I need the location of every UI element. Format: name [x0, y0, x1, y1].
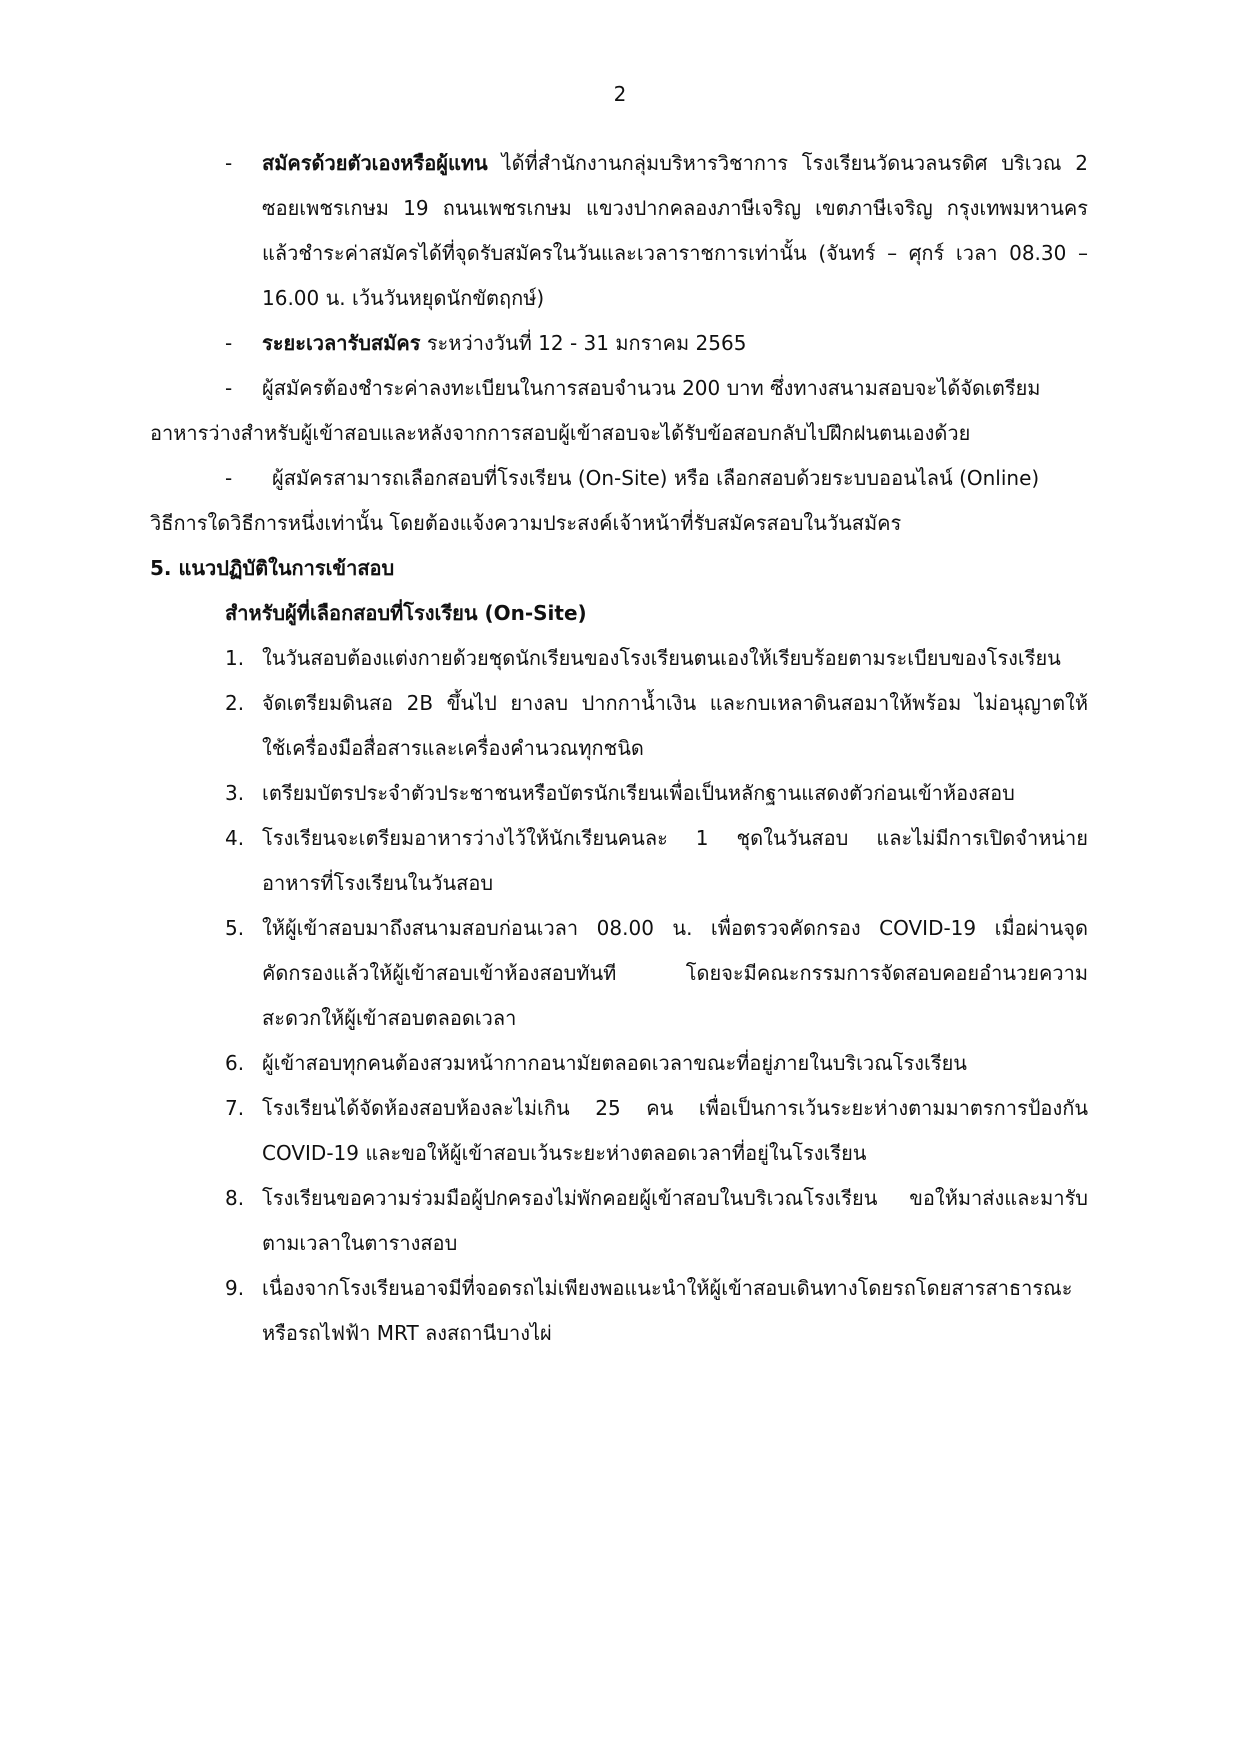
- bullet-dash: -: [225, 376, 233, 400]
- list-item-text: จัดเตรียมดินสอ 2B ขึ้นไป ยางลบ ปากกาน้ำเงิน และกบเหลาดินสอมาให้พร้อม ไม่อนุญาตให้: [262, 691, 1088, 715]
- list-item-number: 6.: [225, 1051, 245, 1075]
- list-item-text: ให้ผู้เข้าสอบมาถึงสนามสอบก่อนเวลา 08.00 น. เพื่อตรวจคัดกรอง COVID-19 เมื่อผ่านจุด: [262, 916, 1088, 940]
- list-item-number: 2.: [225, 691, 245, 715]
- bullet-lead: ระยะเวลารับสมัคร: [262, 331, 421, 355]
- list-item-number: 5.: [225, 916, 245, 940]
- bullet-dash: -: [225, 151, 233, 175]
- list-item-text: ใช้เครื่องมือสื่อสารและเครื่องคำนวณทุกชนิด: [262, 736, 644, 760]
- bullet-dash: -: [225, 331, 233, 355]
- bullet-lead: สมัครด้วยตัวเองหรือผู้แทน: [262, 151, 488, 175]
- bullet-line: วิธีการใดวิธีการหนึ่งเท่านั้น โดยต้องแจ้งความประสงค์เจ้าหน้าที่รับสมัครสอบในวันสมัคร: [150, 511, 902, 535]
- section-subheading: สำหรับผู้ที่เลือกสอบที่โรงเรียน (On-Site): [225, 601, 587, 625]
- list-item-text: ผู้เข้าสอบทุกคนต้องสวมหน้ากากอนามัยตลอดเวลาขณะที่อยู่ภายในบริเวณโรงเรียน: [262, 1051, 967, 1075]
- section-heading: 5. แนวปฏิบัติในการเข้าสอบ: [150, 556, 395, 580]
- bullet-line: ซอยเพชรเกษม 19 ถนนเพชรเกษม แขวงปากคลองภาษีเจริญ เขตภาษีเจริญ กรุงเทพมหานคร: [262, 196, 1088, 220]
- bullet-text: ระหว่างวันที่ 12 - 31 มกราคม 2565: [426, 331, 747, 355]
- list-item-text: อาหารที่โรงเรียนในวันสอบ: [262, 871, 494, 895]
- list-item-text: โรงเรียนจะเตรียมอาหารว่างไว้ให้นักเรียนคนละ 1 ชุดในวันสอบ และไม่มีการเปิดจำหน่าย: [262, 826, 1088, 850]
- list-item-number: 3.: [225, 781, 245, 805]
- list-item-text: ตามเวลาในตารางสอบ: [262, 1231, 458, 1255]
- bullet-line: 16.00 น. เว้นวันหยุดนักขัตฤกษ์): [262, 286, 545, 310]
- list-item-text: โรงเรียนขอความร่วมมือผู้ปกครองไม่พักคอยผู้เข้าสอบในบริเวณโรงเรียน ขอให้มาส่งและมารับ: [262, 1186, 1088, 1210]
- bullet-text: ได้ที่สำนักงานกลุ่มบริหารวิชาการ โรงเรียนวัดนวลนรดิศ บริเวณ 2: [501, 151, 1088, 175]
- list-item-text: สะดวกให้ผู้เข้าสอบตลอดเวลา: [262, 1006, 517, 1030]
- list-item-text: ในวันสอบต้องแต่งกายด้วยชุดนักเรียนของโรงเรียนตนเองให้เรียบร้อยตามระเบียบของโรงเรียน: [262, 646, 1061, 670]
- list-item-number: 7.: [225, 1096, 245, 1120]
- bullet-line: [262, 148, 1088, 178]
- list-item-number: 9.: [225, 1276, 245, 1300]
- list-item-text: หรือรถไฟฟ้า MRT ลงสถานีบางไผ่: [262, 1321, 552, 1345]
- list-item-number: 8.: [225, 1186, 245, 1210]
- bullet-line: ผู้สมัครต้องชำระค่าลงทะเบียนในการสอบจำนวน 200 บาท ซึ่งทางสนามสอบจะได้จัดเตรียม: [262, 376, 1041, 400]
- list-item-text: คัดกรองแล้วให้ผู้เข้าสอบเข้าห้องสอบทันที โดยจะมีคณะกรรมการจัดสอบคอยอำนวยความ: [262, 961, 1088, 985]
- page-number: 2: [613, 82, 627, 106]
- bullet-dash: -: [225, 466, 233, 490]
- list-item-text: เนื่องจากโรงเรียนอาจมีที่จอดรถไม่เพียงพอแนะนำให้ผู้เข้าสอบเดินทางโดยรถโดยสารสาธารณะ: [262, 1276, 1073, 1300]
- list-item-number: 4.: [225, 826, 245, 850]
- list-item-text: โรงเรียนได้จัดห้องสอบห้องละไม่เกิน 25 คน เพื่อเป็นการเว้นระยะห่างตามมาตรการป้องกัน: [262, 1096, 1088, 1120]
- bullet-line: [262, 328, 746, 358]
- bullet-line: แล้วชำระค่าสมัครได้ที่จุดรับสมัครในวันและเวลาราชการเท่านั้น (จันทร์ – ศุกร์ เวลา 08.30 –: [262, 241, 1088, 265]
- list-item-text: เตรียมบัตรประจำตัวประชาชนหรือบัตรนักเรียนเพื่อเป็นหลักฐานแสดงตัวก่อนเข้าห้องสอบ: [262, 781, 1015, 805]
- bullet-line: ผู้สมัครสามารถเลือกสอบที่โรงเรียน (On-Site) หรือ เลือกสอบด้วยระบบออนไลน์ (Online): [272, 466, 1040, 490]
- bullet-line: อาหารว่างสำหรับผู้เข้าสอบและหลังจากการสอบผู้เข้าสอบจะได้รับข้อสอบกลับไปฝึกฝนตนเองด้วย: [150, 421, 971, 445]
- list-item-text: COVID-19 และขอให้ผู้เข้าสอบเว้นระยะห่างตลอดเวลาที่อยู่ในโรงเรียน: [262, 1141, 867, 1165]
- list-item-number: 1.: [225, 646, 245, 670]
